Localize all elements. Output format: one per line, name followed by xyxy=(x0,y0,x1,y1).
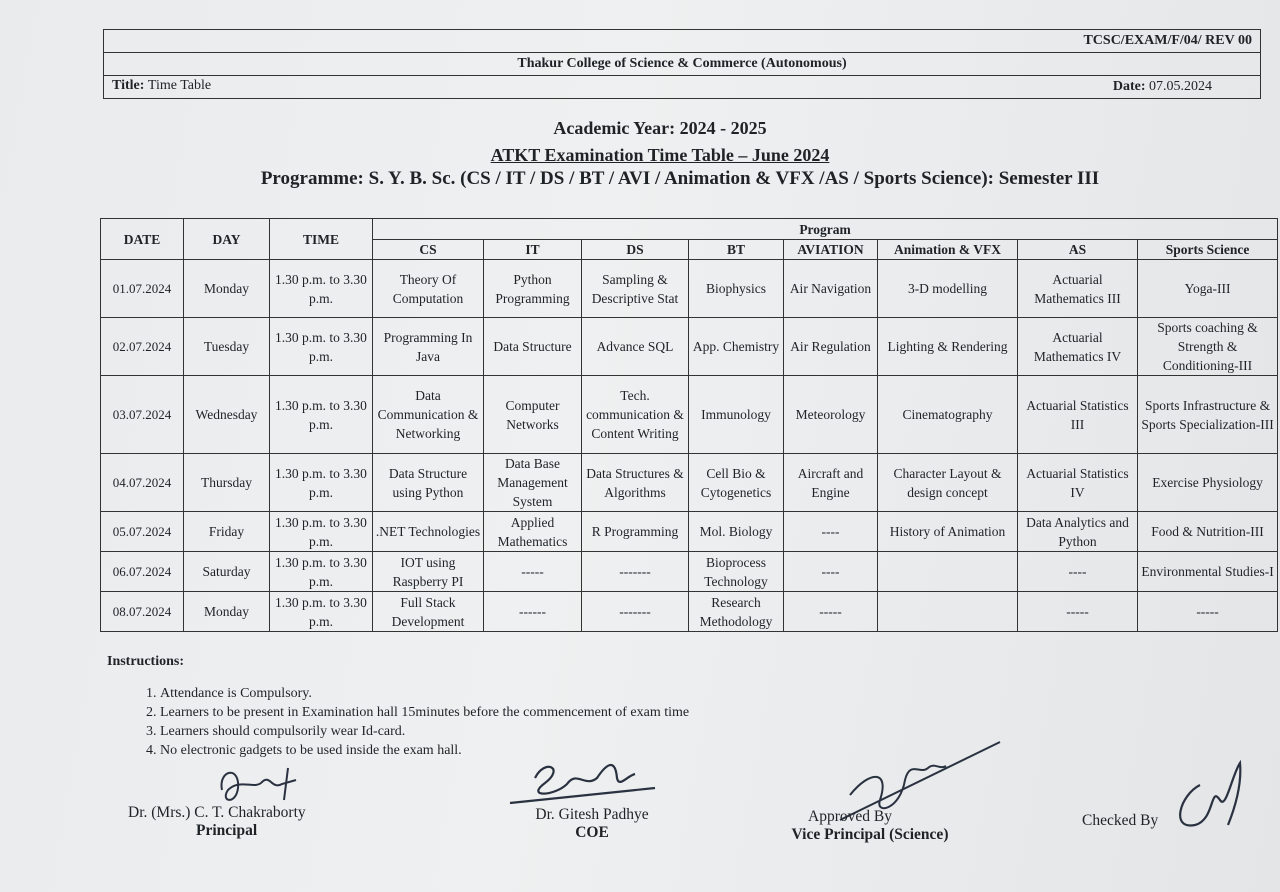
time-cell: 1.30 p.m. to 3.30 p.m. xyxy=(270,552,373,592)
date-cell: 01.07.2024 xyxy=(101,260,184,318)
instruction-item: 2. Learners to be present in Examination hall 15minutes before the commencement of exam time xyxy=(160,703,689,722)
subject-cell-animation-vfx: Character Layout & design concept xyxy=(878,454,1018,512)
program-header-as: AS xyxy=(1018,240,1138,260)
subject-cell-ds: ------- xyxy=(582,552,689,592)
subject-cell-animation-vfx xyxy=(878,552,1018,592)
date-cell: 04.07.2024 xyxy=(101,454,184,512)
subject-cell-bt: Cell Bio & Cytogenetics xyxy=(689,454,784,512)
subject-cell-it: Data Base Management System xyxy=(484,454,582,512)
col-header-date: DATE xyxy=(101,219,184,260)
title-label: Title: xyxy=(112,78,145,93)
time-cell: 1.30 p.m. to 3.30 p.m. xyxy=(270,376,373,454)
checked-label: Checked By xyxy=(1082,812,1159,829)
coe-name: Dr. Gitesh Padhye xyxy=(535,806,649,823)
day-cell: Wednesday xyxy=(184,376,270,454)
subject-cell-animation-vfx: History of Animation xyxy=(878,512,1018,552)
program-header-ds: DS xyxy=(582,240,689,260)
principal-signature xyxy=(128,804,338,840)
table-row xyxy=(101,318,1278,376)
program-header-cs: CS xyxy=(373,240,484,260)
subject-cell-it: Data Structure xyxy=(484,318,582,376)
subject-cell-cs: Programming In Java xyxy=(373,318,484,376)
program-header-sports-science: Sports Science xyxy=(1138,240,1278,260)
day-cell: Friday xyxy=(184,512,270,552)
subject-cell-as: Actuarial Mathematics IV xyxy=(1018,318,1138,376)
principal-name: Dr. (Mrs.) C. T. Chakraborty xyxy=(128,804,306,821)
subject-cell-aviation: Meteorology xyxy=(784,376,878,454)
subject-cell-animation-vfx xyxy=(878,592,1018,632)
subject-cell-aviation: Aircraft and Engine xyxy=(784,454,878,512)
title-value: Time Table xyxy=(147,78,212,93)
subject-cell-aviation: ----- xyxy=(784,592,878,632)
date-field xyxy=(1113,79,1212,95)
subject-cell-sports-science: Food & Nutrition-III xyxy=(1138,512,1278,552)
instruction-item: 1. Attendance is Compulsory. xyxy=(160,684,689,703)
day-cell: Monday xyxy=(184,592,270,632)
date-cell: 03.07.2024 xyxy=(101,376,184,454)
principal-role: Principal xyxy=(196,822,258,839)
subject-cell-sports-science: Environmental Studies-I xyxy=(1138,552,1278,592)
subject-cell-ds: ------- xyxy=(582,592,689,632)
coe-role: COE xyxy=(575,824,609,841)
subject-cell-animation-vfx: 3-D modelling xyxy=(878,260,1018,318)
vice-principal-role: Vice Principal (Science) xyxy=(791,826,949,843)
title-field xyxy=(112,78,211,94)
subject-cell-cs: Full Stack Development xyxy=(373,592,484,632)
checker-signature-image xyxy=(1160,755,1250,845)
program-header: Program xyxy=(373,219,1278,240)
subject-cell-it: Python Programming xyxy=(484,260,582,318)
subject-cell-sports-science: Yoga-III xyxy=(1138,260,1278,318)
subject-cell-ds: Advance SQL xyxy=(582,318,689,376)
table-row xyxy=(101,512,1278,552)
subject-cell-bt: Bioprocess Technology xyxy=(689,552,784,592)
day-cell: Monday xyxy=(184,260,270,318)
subject-cell-cs: .NET Technologies xyxy=(373,512,484,552)
subject-cell-it: ----- xyxy=(484,552,582,592)
subject-cell-bt: Biophysics xyxy=(689,260,784,318)
header-title-row xyxy=(104,76,1260,98)
instructions-label: Instructions: xyxy=(107,654,185,669)
form-code: TCSC/EXAM/F/04/ REV 00 xyxy=(1083,33,1252,48)
subject-cell-as: Actuarial Mathematics III xyxy=(1018,260,1138,318)
approved-label: Approved By xyxy=(808,808,892,825)
subject-cell-sports-science: Sports coaching & Strength & Conditioning-III xyxy=(1138,318,1278,376)
subject-cell-ds: R Programming xyxy=(582,512,689,552)
subject-cell-it: Applied Mathematics xyxy=(484,512,582,552)
subject-cell-bt: Research Methodology xyxy=(689,592,784,632)
checked-signature xyxy=(1082,812,1192,830)
table-row xyxy=(101,260,1278,318)
subject-cell-cs: Data Structure using Python xyxy=(373,454,484,512)
subject-cell-animation-vfx: Cinematography xyxy=(878,376,1018,454)
time-cell: 1.30 p.m. to 3.30 p.m. xyxy=(270,592,373,632)
programme-heading: Programme: S. Y. B. Sc. (CS / IT / DS / BT / AVI / Animation & VFX /AS / Sports Science): Semester III xyxy=(260,168,1100,189)
subject-cell-it: Computer Networks xyxy=(484,376,582,454)
subject-cell-ds: Sampling & Descriptive Stat xyxy=(582,260,689,318)
subject-cell-ds: Data Structures & Algorithms xyxy=(582,454,689,512)
day-cell: Tuesday xyxy=(184,318,270,376)
day-cell: Saturday xyxy=(184,552,270,592)
time-cell: 1.30 p.m. to 3.30 p.m. xyxy=(270,512,373,552)
program-header-animation-vfx: Animation & VFX xyxy=(878,240,1018,260)
subject-cell-as: Actuarial Statistics III xyxy=(1018,376,1138,454)
subject-cell-it: ------ xyxy=(484,592,582,632)
date-label: Date: xyxy=(1112,79,1146,94)
timetable xyxy=(100,218,1278,632)
date-value: 07.05.2024 xyxy=(1149,79,1212,94)
subject-cell-aviation: ---- xyxy=(784,552,878,592)
subject-cell-bt: App. Chemistry xyxy=(689,318,784,376)
subject-cell-cs: IOT using Raspberry PI xyxy=(373,552,484,592)
timetable-body xyxy=(101,260,1278,632)
subject-cell-sports-science: Sports Infrastructure & Sports Specialization-III xyxy=(1138,376,1278,454)
table-row xyxy=(101,376,1278,454)
coe-signature-image xyxy=(505,748,665,813)
date-cell: 05.07.2024 xyxy=(101,512,184,552)
document-header xyxy=(103,29,1261,99)
exam-title-heading: ATKT Examination Time Table – June 2024 xyxy=(490,145,830,165)
subject-cell-as: ----- xyxy=(1018,592,1138,632)
instruction-item: 4. No electronic gadgets to be used inside the exam hall. xyxy=(160,741,689,760)
subject-cell-aviation: ---- xyxy=(784,512,878,552)
college-name: Thakur College of Science & Commerce (Autonomous) xyxy=(104,53,1260,76)
vice-principal-signature xyxy=(770,808,970,844)
header-code-row xyxy=(104,30,1260,53)
subject-cell-bt: Immunology xyxy=(689,376,784,454)
program-header-it: IT xyxy=(484,240,582,260)
date-cell: 08.07.2024 xyxy=(101,592,184,632)
time-cell: 1.30 p.m. to 3.30 p.m. xyxy=(270,454,373,512)
instruction-item: 3. Learners should compulsorily wear Id-card. xyxy=(160,722,689,741)
subject-cell-animation-vfx: Lighting & Rendering xyxy=(878,318,1018,376)
subject-cell-as: Data Analytics and Python xyxy=(1018,512,1138,552)
subject-cell-sports-science: Exercise Physiology xyxy=(1138,454,1278,512)
subject-cell-sports-science: ----- xyxy=(1138,592,1278,632)
table-row xyxy=(101,552,1278,592)
subject-cell-aviation: Air Navigation xyxy=(784,260,878,318)
col-header-day: DAY xyxy=(184,219,270,260)
subject-cell-as: ---- xyxy=(1018,552,1138,592)
program-header-aviation: AVIATION xyxy=(784,240,878,260)
day-cell: Thursday xyxy=(184,454,270,512)
date-cell: 02.07.2024 xyxy=(101,318,184,376)
date-cell: 06.07.2024 xyxy=(101,552,184,592)
subject-cell-ds: Tech. communication & Content Writing xyxy=(582,376,689,454)
subject-cell-cs: Data Communication & Networking xyxy=(373,376,484,454)
table-header-row xyxy=(101,219,1278,240)
subject-cell-bt: Mol. Biology xyxy=(689,512,784,552)
academic-year-heading: Academic Year: 2024 - 2025 xyxy=(553,118,767,138)
program-header-bt: BT xyxy=(689,240,784,260)
table-row xyxy=(101,592,1278,632)
table-row xyxy=(101,454,1278,512)
time-cell: 1.30 p.m. to 3.30 p.m. xyxy=(270,318,373,376)
subject-cell-cs: Theory Of Computation xyxy=(373,260,484,318)
time-cell: 1.30 p.m. to 3.30 p.m. xyxy=(270,260,373,318)
subject-cell-as: Actuarial Statistics IV xyxy=(1018,454,1138,512)
subject-cell-aviation: Air Regulation xyxy=(784,318,878,376)
col-header-time: TIME xyxy=(270,219,373,260)
coe-signature xyxy=(512,806,672,842)
